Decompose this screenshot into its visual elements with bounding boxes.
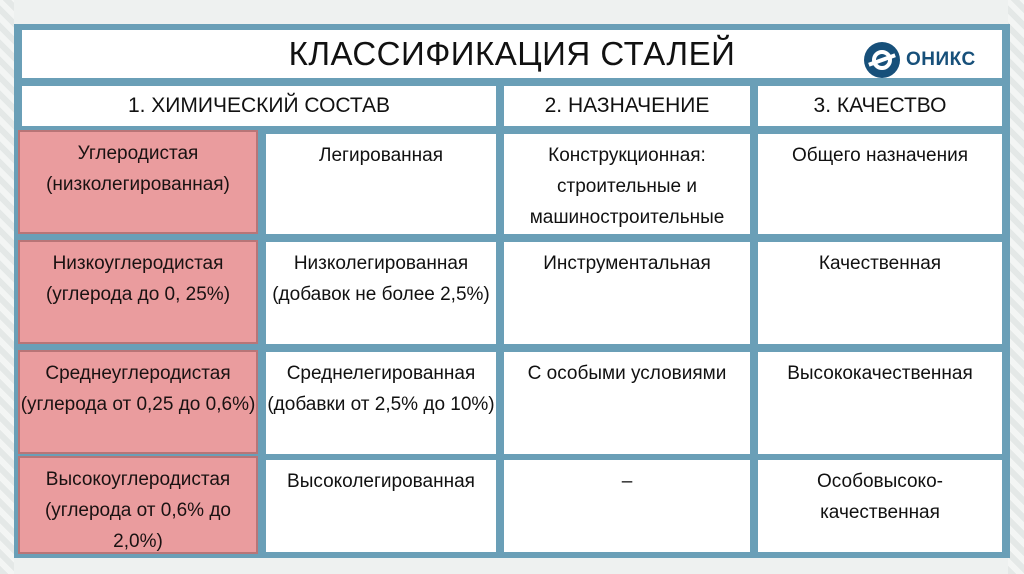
header-chemical-composition xyxy=(22,86,496,126)
classification-table xyxy=(14,24,1010,558)
logo-text: ОНИКС xyxy=(906,49,976,70)
header-label: 3. КАЧЕСТВО xyxy=(813,94,947,117)
cell-alloy-row-2: Низколегированная (добавок не более 2,5%) xyxy=(266,242,496,344)
cell-quality-row-1: Общего назначения xyxy=(758,134,1002,234)
onyx-logo xyxy=(864,38,984,82)
cell-quality-row-3: Высококачественная xyxy=(758,352,1002,454)
header-quality xyxy=(758,86,1002,126)
cell-purpose-row-1: Конструкционная: строительные и машиностроительные xyxy=(504,134,750,234)
cell-alloy-row-4: Высоколегированная xyxy=(266,460,496,552)
cell-carbon-row-1: Углеродистая (низколегированная) xyxy=(18,130,258,234)
cell-purpose-row-4: – xyxy=(504,460,750,552)
title-text: КЛАССИФИКАЦИЯ СТАЛЕЙ xyxy=(288,35,736,72)
cell-alloy-row-3: Среднелегированная (добавки от 2,5% до 10%) xyxy=(266,352,496,454)
cell-carbon-row-4: Высокоуглеродистая (углерода от 0,6% до 2,0%) xyxy=(18,456,258,554)
header-label: 1. ХИМИЧЕСКИЙ СОСТАВ xyxy=(127,94,391,117)
cell-purpose-row-2: Инструментальная xyxy=(504,242,750,344)
header-purpose xyxy=(504,86,750,126)
table-title xyxy=(22,30,1002,78)
cell-quality-row-2: Качественная xyxy=(758,242,1002,344)
background-pattern-left xyxy=(0,0,14,574)
background-pattern-right xyxy=(1008,0,1024,574)
cell-carbon-row-3: Среднеуглеродистая (углерода от 0,25 до 0,6%) xyxy=(18,350,258,454)
onyx-logo-icon xyxy=(864,42,900,78)
cell-purpose-row-3: С особыми условиями xyxy=(504,352,750,454)
cell-carbon-row-2: Низкоуглеродистая (углерода до 0, 25%) xyxy=(18,240,258,344)
cell-alloy-row-1: Легированная xyxy=(266,134,496,234)
header-label: 2. НАЗНАЧЕНИЕ xyxy=(544,94,710,117)
cell-quality-row-4: Особовысоко-качественная xyxy=(758,460,1002,552)
